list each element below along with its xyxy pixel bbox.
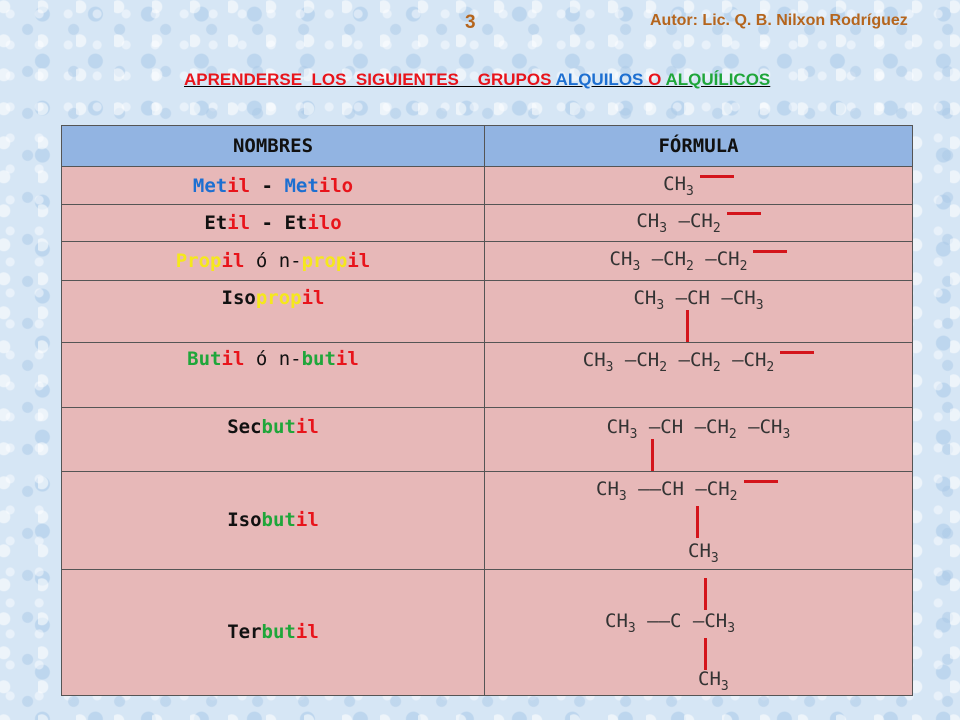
title-part-3: O (643, 70, 666, 89)
row-name-metil: Metil - Metilo (62, 167, 485, 204)
row-formula-propil: $CH_3$ $-CH_2$ $-CH_2$ (485, 242, 913, 280)
title-part-1: APRENDERSE LOS SIGUIENTES GRUPOS (184, 70, 556, 89)
row-formula-terbutil: $CH_3$ ––C $-CH_3$ $CH_3$ (485, 569, 913, 695)
alkyl-groups-table (61, 125, 913, 696)
row-name-secbutil: Secbutil (62, 407, 485, 471)
title-part-4: ALQUÍLICOS (665, 70, 771, 89)
table-row (62, 167, 913, 204)
bond-line-horizontal (744, 480, 778, 483)
table-row (62, 204, 913, 241)
author-credit: Autor: Lic. Q. B. Nilxon Rodríguez (650, 12, 908, 29)
row-formula-etil: $CH_3$ $-CH_2$ (485, 204, 913, 241)
row-name-isopropil: Isopropil (62, 280, 485, 343)
branch-methyl: $CH_3$ (698, 667, 729, 694)
table-row (62, 407, 913, 471)
row-formula-isobutil: $CH_3$ ––CH $-CH_2$ $CH_3$ (485, 471, 913, 569)
page-title (184, 70, 770, 90)
table-row (62, 280, 913, 343)
bond-line-horizontal (753, 250, 787, 253)
row-formula-butil: $CH_3$ $-CH_2$ $-CH_2$ $-CH_2$ (485, 343, 913, 408)
column-header-names: NOMBRES (62, 126, 485, 167)
bond-line-vertical (651, 439, 654, 471)
row-name-etil: Etil - Etilo (62, 204, 485, 241)
bond-line-horizontal (727, 212, 761, 215)
table-header-row (62, 126, 913, 167)
row-name-isobutil: Isobutil (62, 471, 485, 569)
row-formula-secbutil: $CH_3$ –CH $-CH_2$ $-CH_3$ (485, 407, 913, 471)
table-row (62, 343, 913, 408)
bond-line-horizontal (780, 351, 814, 354)
table-row (62, 242, 913, 280)
title-part-2: ALQUILOS (555, 70, 644, 89)
row-formula-metil: $CH_3$ (485, 167, 913, 204)
bond-line-vertical (704, 578, 707, 610)
bond-line-horizontal (700, 175, 734, 178)
table-row (62, 471, 913, 569)
row-name-propil: Propil ó n-propil (62, 242, 485, 280)
page-number: 3 (465, 12, 476, 33)
row-name-terbutil: Terbutil (62, 569, 485, 695)
branch-methyl: $CH_3$ (688, 539, 719, 566)
row-name-butil: Butil ó n-butil (62, 343, 485, 408)
row-formula-isopropil: $CH_3$ –CH $-CH_3$ (485, 280, 913, 343)
column-header-formula: FÓRMULA (485, 126, 913, 167)
bond-line-vertical (696, 506, 699, 538)
table-row (62, 569, 913, 695)
bond-line-vertical (686, 310, 689, 342)
bond-line-vertical (704, 638, 707, 670)
